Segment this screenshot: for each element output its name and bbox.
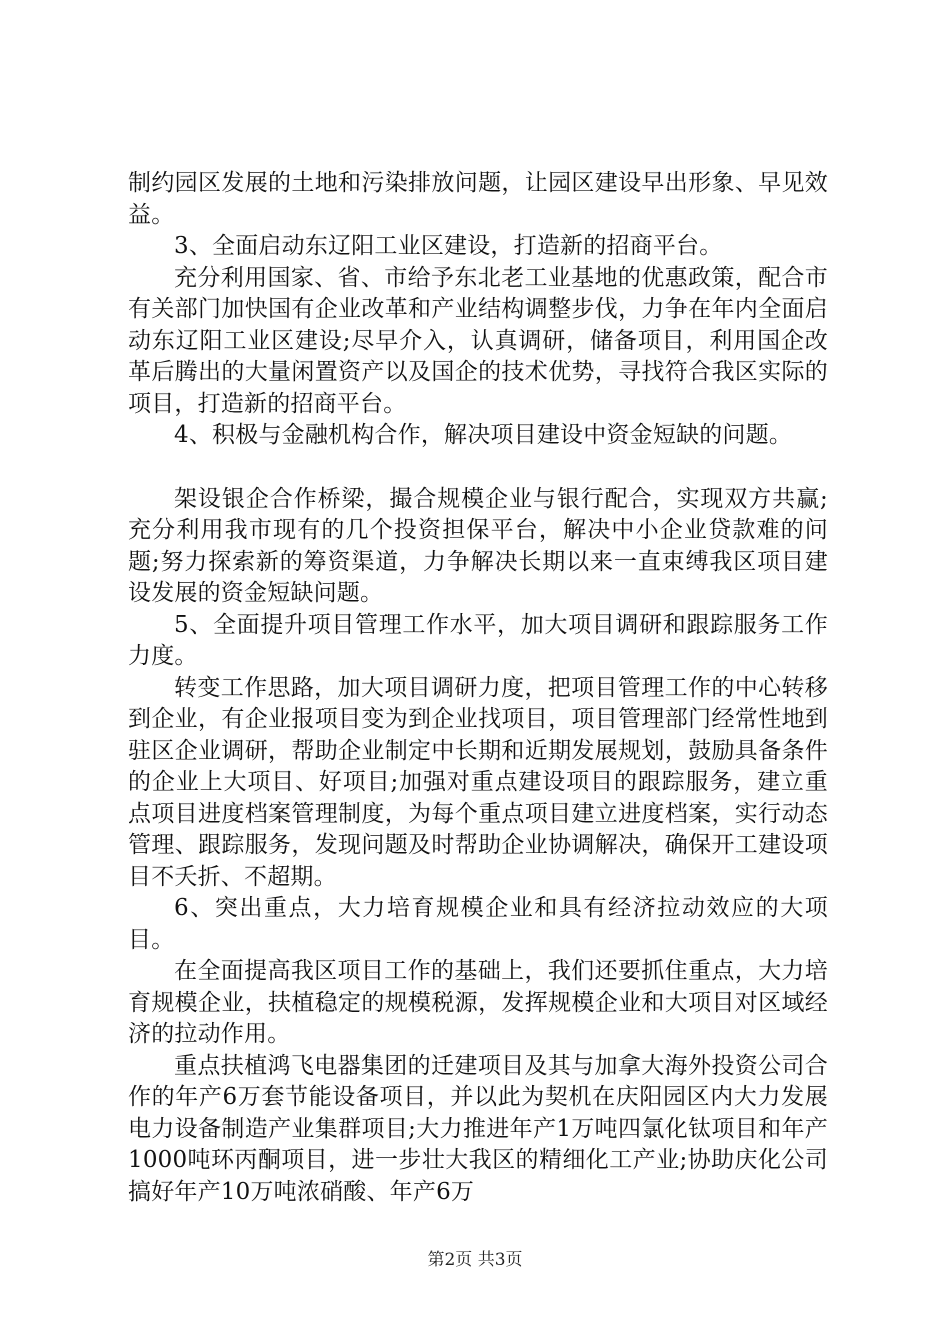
page-footer: 第2页 共3页	[427, 1250, 523, 1270]
section-heading-6: 6、突出重点，大力培育规模企业和具有经济拉动效应的大项目。	[128, 895, 828, 953]
paragraph-section-5: 转变工作思路，加大项目调研力度，把项目管理工作的中心转移到企业，有企业报项目变为到企业找项目，项目管理部门经常性地到驻区企业调研，帮助企业制定中长期和近期发展规划，鼓励具备条件的企业上大项目、好项目;加强对重点建设项目的跟踪服务，建立重点项目进度档案管理制度，为每个重点项目建立进度档案，实行动态管理、跟踪服务，发现问题及时帮助企业协调解决，确保开工建设项目不夭折、不超期。	[128, 674, 828, 890]
paragraph-continuation: 制约园区发展的土地和污染排放问题，让园区建设早出形象、早见效益。	[128, 170, 828, 228]
paragraph-section-3: 充分利用国家、省、市给予东北老工业基地的优惠政策，配合市有关部门加快国有企业改革和产业结构调整步伐，力争在年内全面启动东辽阳工业区建设;尽早介入，认真调研，储备项目，利用国企改革后腾出的大量闲置资产以及国企的技术优势，寻找符合我区实际的项目，打造新的招商平台。	[128, 264, 828, 417]
paragraph-section-4: 架设银企合作桥梁，撮合规模企业与银行配合，实现双方共赢;充分利用我市现有的几个投资担保平台，解决中小企业贷款难的问题;努力探索新的筹资渠道，力争解决长期以来一直束缚我区项目建设发展的资金短缺问题。	[128, 485, 828, 606]
section-heading-3: 3、全面启动东辽阳工业区建设，打造新的招商平台。	[174, 233, 723, 259]
paragraph-section-6-detail: 重点扶植鸿飞电器集团的迁建项目及其与加拿大海外投资公司合作的年产6万套节能设备项目，并以此为契机在庆阳园区内大力发展电力设备制造产业集群项目;大力推进年产1万吨四氯化钛项目和年产1000吨环丙酮项目，进一步壮大我区的精细化工产业;协助庆化公司搞好年产10万吨浓硝酸、年产6万	[128, 1052, 828, 1205]
section-heading-4: 4、积极与金融机构合作，解决项目建设中资金短缺的问题。	[174, 422, 793, 448]
paragraph-section-6: 在全面提高我区项目工作的基础上，我们还要抓住重点，大力培育规模企业，扶植稳定的规模税源，发挥规模企业和大项目对区域经济的拉动作用。	[128, 958, 828, 1047]
document-body	[128, 168, 828, 1208]
section-heading-5: 5、全面提升项目管理工作水平，加大项目调研和跟踪服务工作力度。	[128, 611, 828, 669]
